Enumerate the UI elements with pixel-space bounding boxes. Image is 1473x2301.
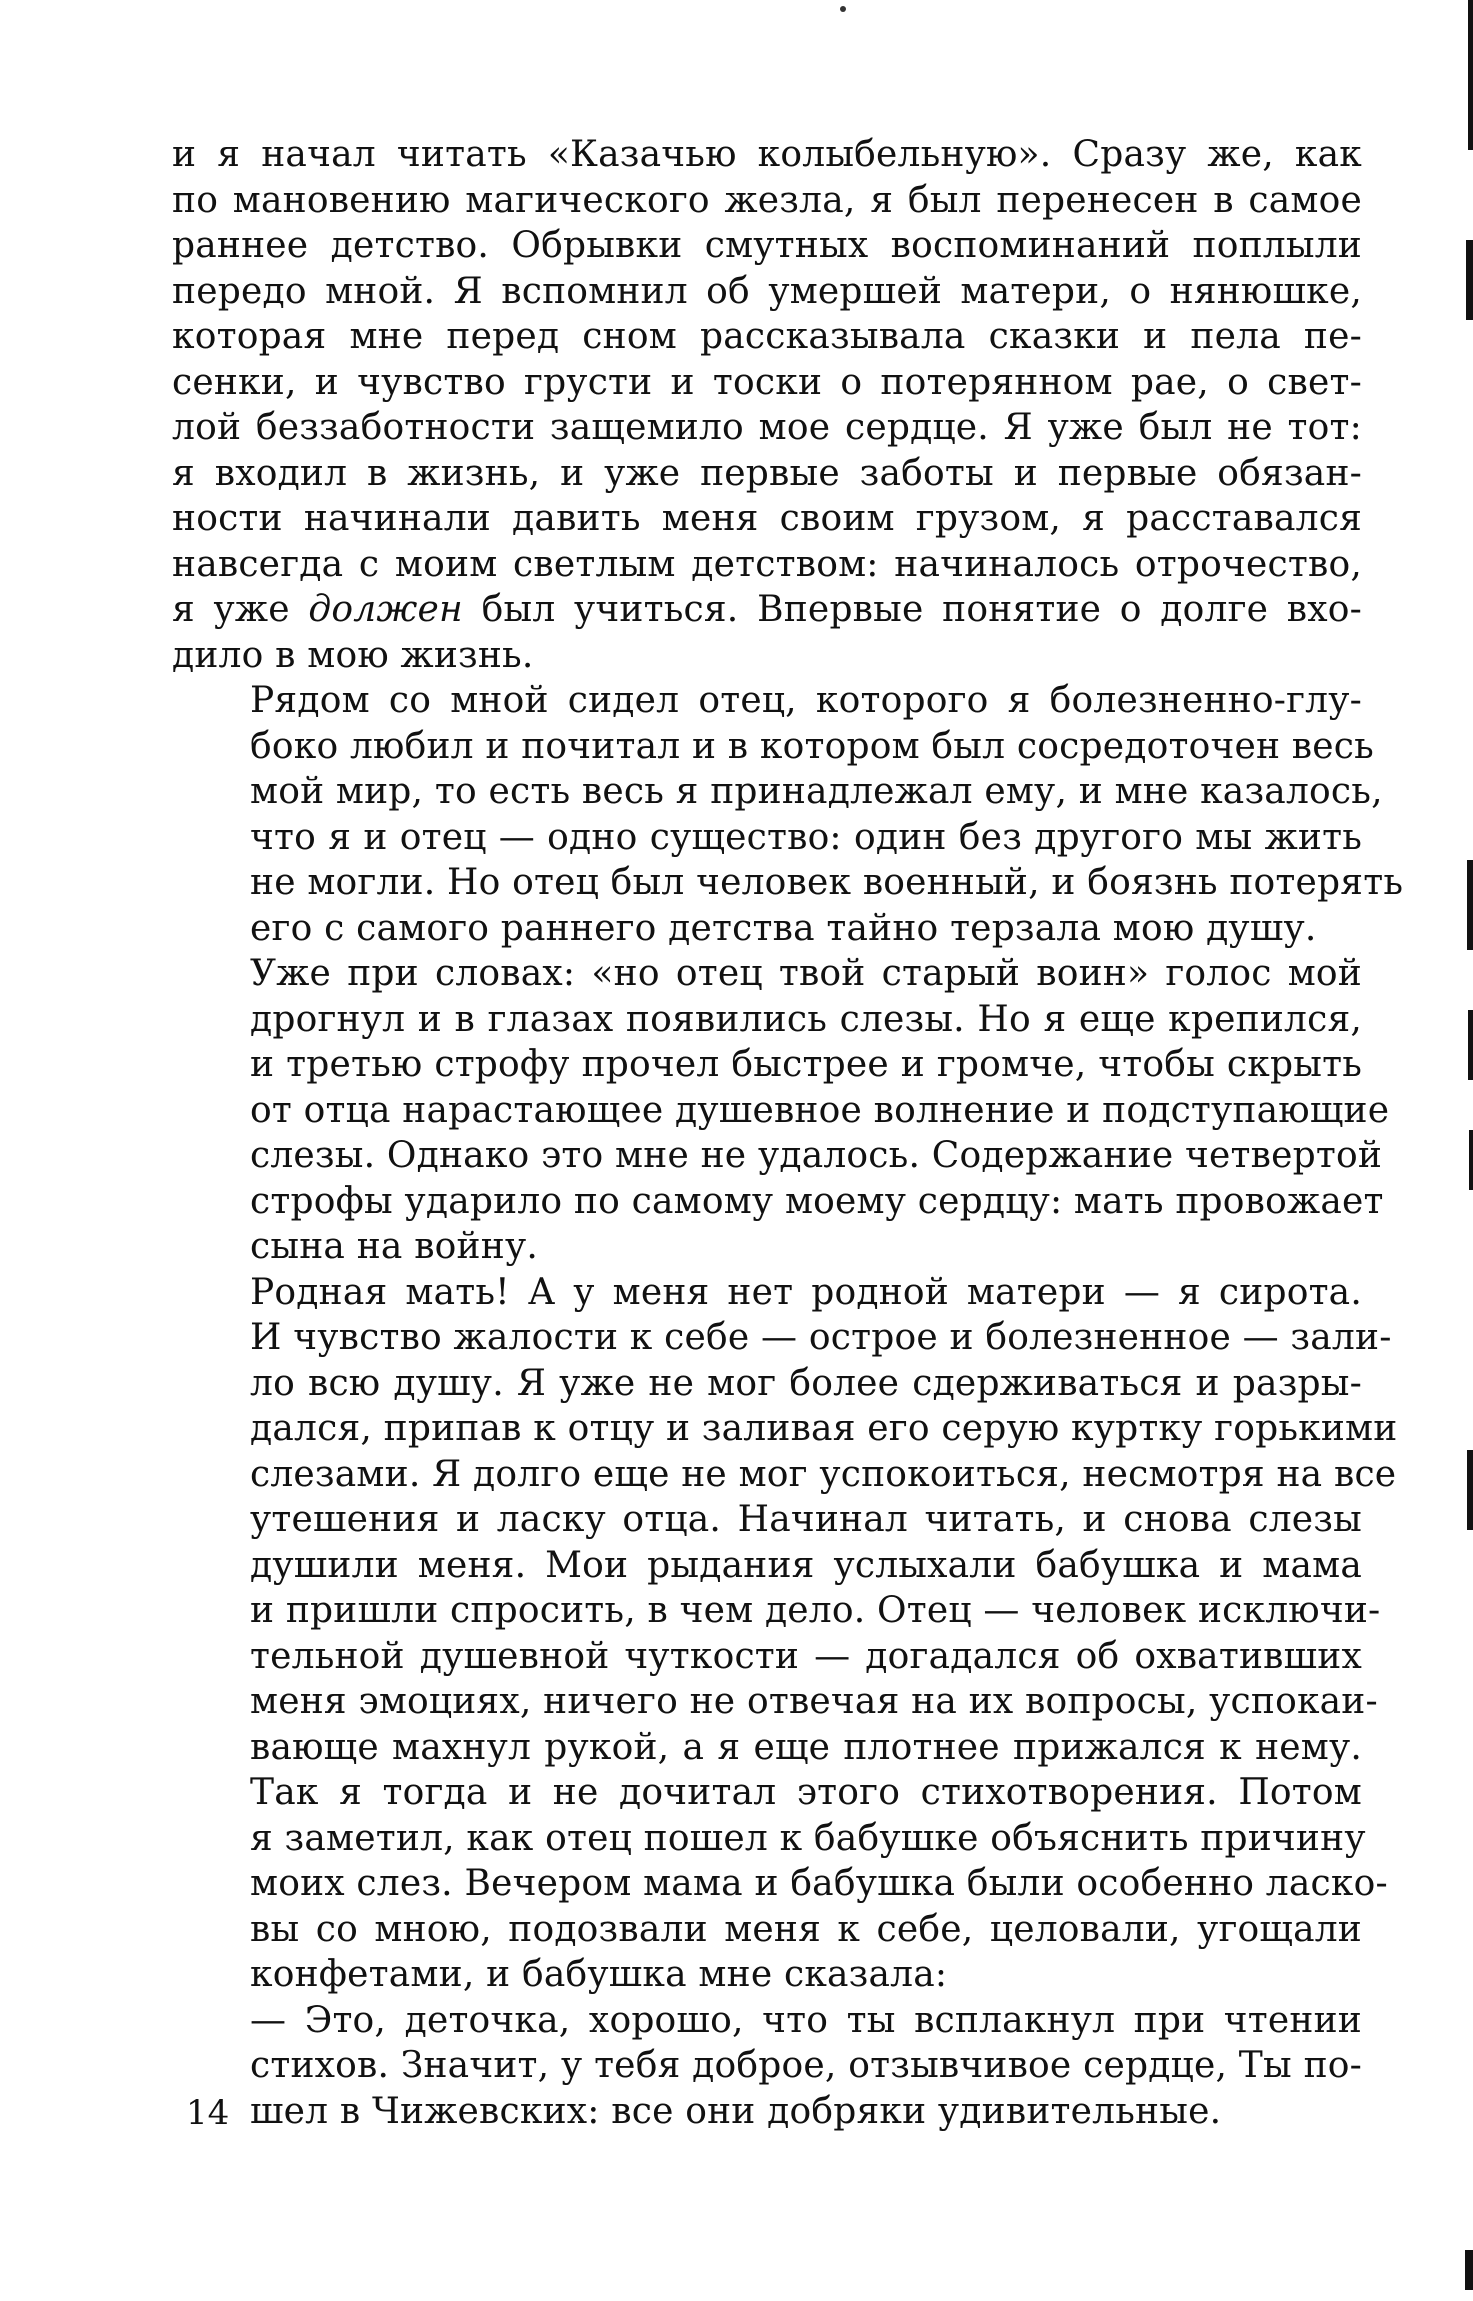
page-number: 14 (186, 2093, 230, 2133)
text-line: ности начинали давить меня своим грузом, я расставался (172, 498, 1362, 539)
edge-mark (1469, 1130, 1473, 1190)
text-line: раннее детство. Обрывки смутных воспоминаний поплыли (172, 225, 1362, 266)
text-line: я входил в жизнь, и уже первые заботы и первые обязан- (172, 452, 1362, 494)
text-line: утешения и ласку отца. Начинал читать, и снова слезы (250, 1499, 1362, 1540)
paragraph-3 (172, 951, 1390, 1270)
text-line: ло всю душу. Я уже не мог более сдерживаться и разры- (250, 1362, 1362, 1404)
edge-mark (1468, 0, 1473, 150)
edge-mark (1467, 1450, 1473, 1530)
text-line: тельной душевной чуткости — догадался об охвативших (250, 1635, 1362, 1677)
text-line: что я и отец — одно существо: один без другого мы жить (250, 816, 1362, 858)
text-line: Уже при словах: «но отец твой старый воин» голос мой (250, 953, 1362, 994)
text-line: дался, припав к отцу и заливая его серую куртку горькими (250, 1408, 1398, 1449)
edge-mark (1467, 860, 1473, 950)
text-line: дрогнул и в глазах появились слезы. Но я еще крепился, (250, 998, 1362, 1040)
text-line: вы со мною, подозвали меня к себе, целовали, угощали (250, 1908, 1362, 1950)
text-line: от отца нарастающее душевное волнение и подступающие (250, 1089, 1390, 1131)
text-line: слезами. Я долго еще не мог успокоиться, несмотря на все (250, 1453, 1397, 1495)
text-line-last: его с самого раннего детства тайно терзала мою душу. (250, 907, 1317, 949)
text-line: меня эмоциях, ничего не отвечая на их вопросы, успокаи- (250, 1681, 1378, 1722)
text-line: я заметил, как отец пошел к бабушке объяснить причину (250, 1817, 1366, 1859)
text-line: Так я тогда и не дочитал этого стихотворения. Потом (250, 1772, 1362, 1813)
text-line: мой мир, то есть весь я принадлежал ему, и мне казалось, (250, 771, 1383, 812)
text-line: и я начал читать «Казачью колыбельную». Сразу же, как (172, 134, 1362, 175)
text-line: стихов. Значит, у тебя доброе, отзывчивое сердце, Ты по- (250, 2045, 1362, 2086)
edge-mark (1465, 2250, 1473, 2290)
text-line: не могли. Но отец был человек военный, и боязнь потерять (250, 862, 1404, 903)
text-line: и пришли спросить, в чем дело. Отец — человек исключи- (250, 1590, 1381, 1631)
paragraph-5-dialogue (172, 1998, 1362, 2135)
text-line: по мановению магического жезла, я был перенесен в самое (172, 179, 1362, 221)
text-line: и третью строфу прочел быстрее и громче, чтобы скрыть (250, 1044, 1362, 1085)
body-text (172, 132, 1404, 2134)
text-line: вающе махнул рукой, а я еще плотнее прижался к нему. (250, 1726, 1362, 1768)
text-line: душили меня. Мои рыдания услыхали бабушка и мама (250, 1544, 1362, 1586)
text-line: Родная мать! А у меня нет родной матери — я сирота. (250, 1271, 1362, 1313)
paragraph-2 (172, 678, 1404, 951)
text-line: лой беззаботности защемило мое сердце. Я уже был не тот: (172, 407, 1362, 448)
text-line: навсегда с моим светлым детством: начиналось отрочество, (172, 543, 1362, 585)
text-line-with-emphasis (172, 587, 1362, 633)
text-line-last: дило в мою жизнь. (172, 634, 534, 676)
text-line: строфы ударило по самому моему сердцу: мать провожает (250, 1180, 1384, 1222)
paragraph-4 (172, 1270, 1398, 1998)
scan-edge-shadow (1463, 0, 1473, 2301)
edge-mark (1468, 1010, 1473, 1080)
text-line: слезы. Однако это мне не удалось. Содержание четвертой (250, 1135, 1383, 1176)
text-line: моих слез. Вечером мама и бабушка были особенно ласко- (250, 1863, 1388, 1904)
edge-mark (1466, 240, 1473, 320)
text-line: которая мне перед сном рассказывала сказки и пела пе- (172, 316, 1362, 357)
text-line: сенки, и чувство грусти и тоски о потерянном рае, о свет- (172, 361, 1362, 403)
text-line: — Это, деточка, хорошо, что ты всплакнул при чтении (250, 1999, 1362, 2041)
text-line: И чувство жалости к себе — острое и болезненное — зали- (250, 1317, 1392, 1358)
paragraph-1 (172, 132, 1362, 678)
scan-speck (840, 6, 846, 12)
text-line-last: сына на войну. (250, 1226, 538, 1267)
text-line-last: шел в Чижевских: все они добряки удивительные. (250, 2090, 1222, 2132)
emphasized-word: должен (308, 589, 463, 630)
text-fragment: был учиться. Впервые понятие о долге вхо- (462, 589, 1363, 630)
text-line: боко любил и почитал и в котором был сосредоточен весь (250, 725, 1374, 767)
text-fragment: я уже (172, 589, 309, 630)
text-line: передо мной. Я вспомнил об умершей матери, о нянюшке, (172, 270, 1362, 312)
text-line: Рядом со мной сидел отец, которого я болезненно-глу- (250, 680, 1362, 721)
text-line-last: конфетами, и бабушка мне сказала: (250, 1954, 948, 1995)
